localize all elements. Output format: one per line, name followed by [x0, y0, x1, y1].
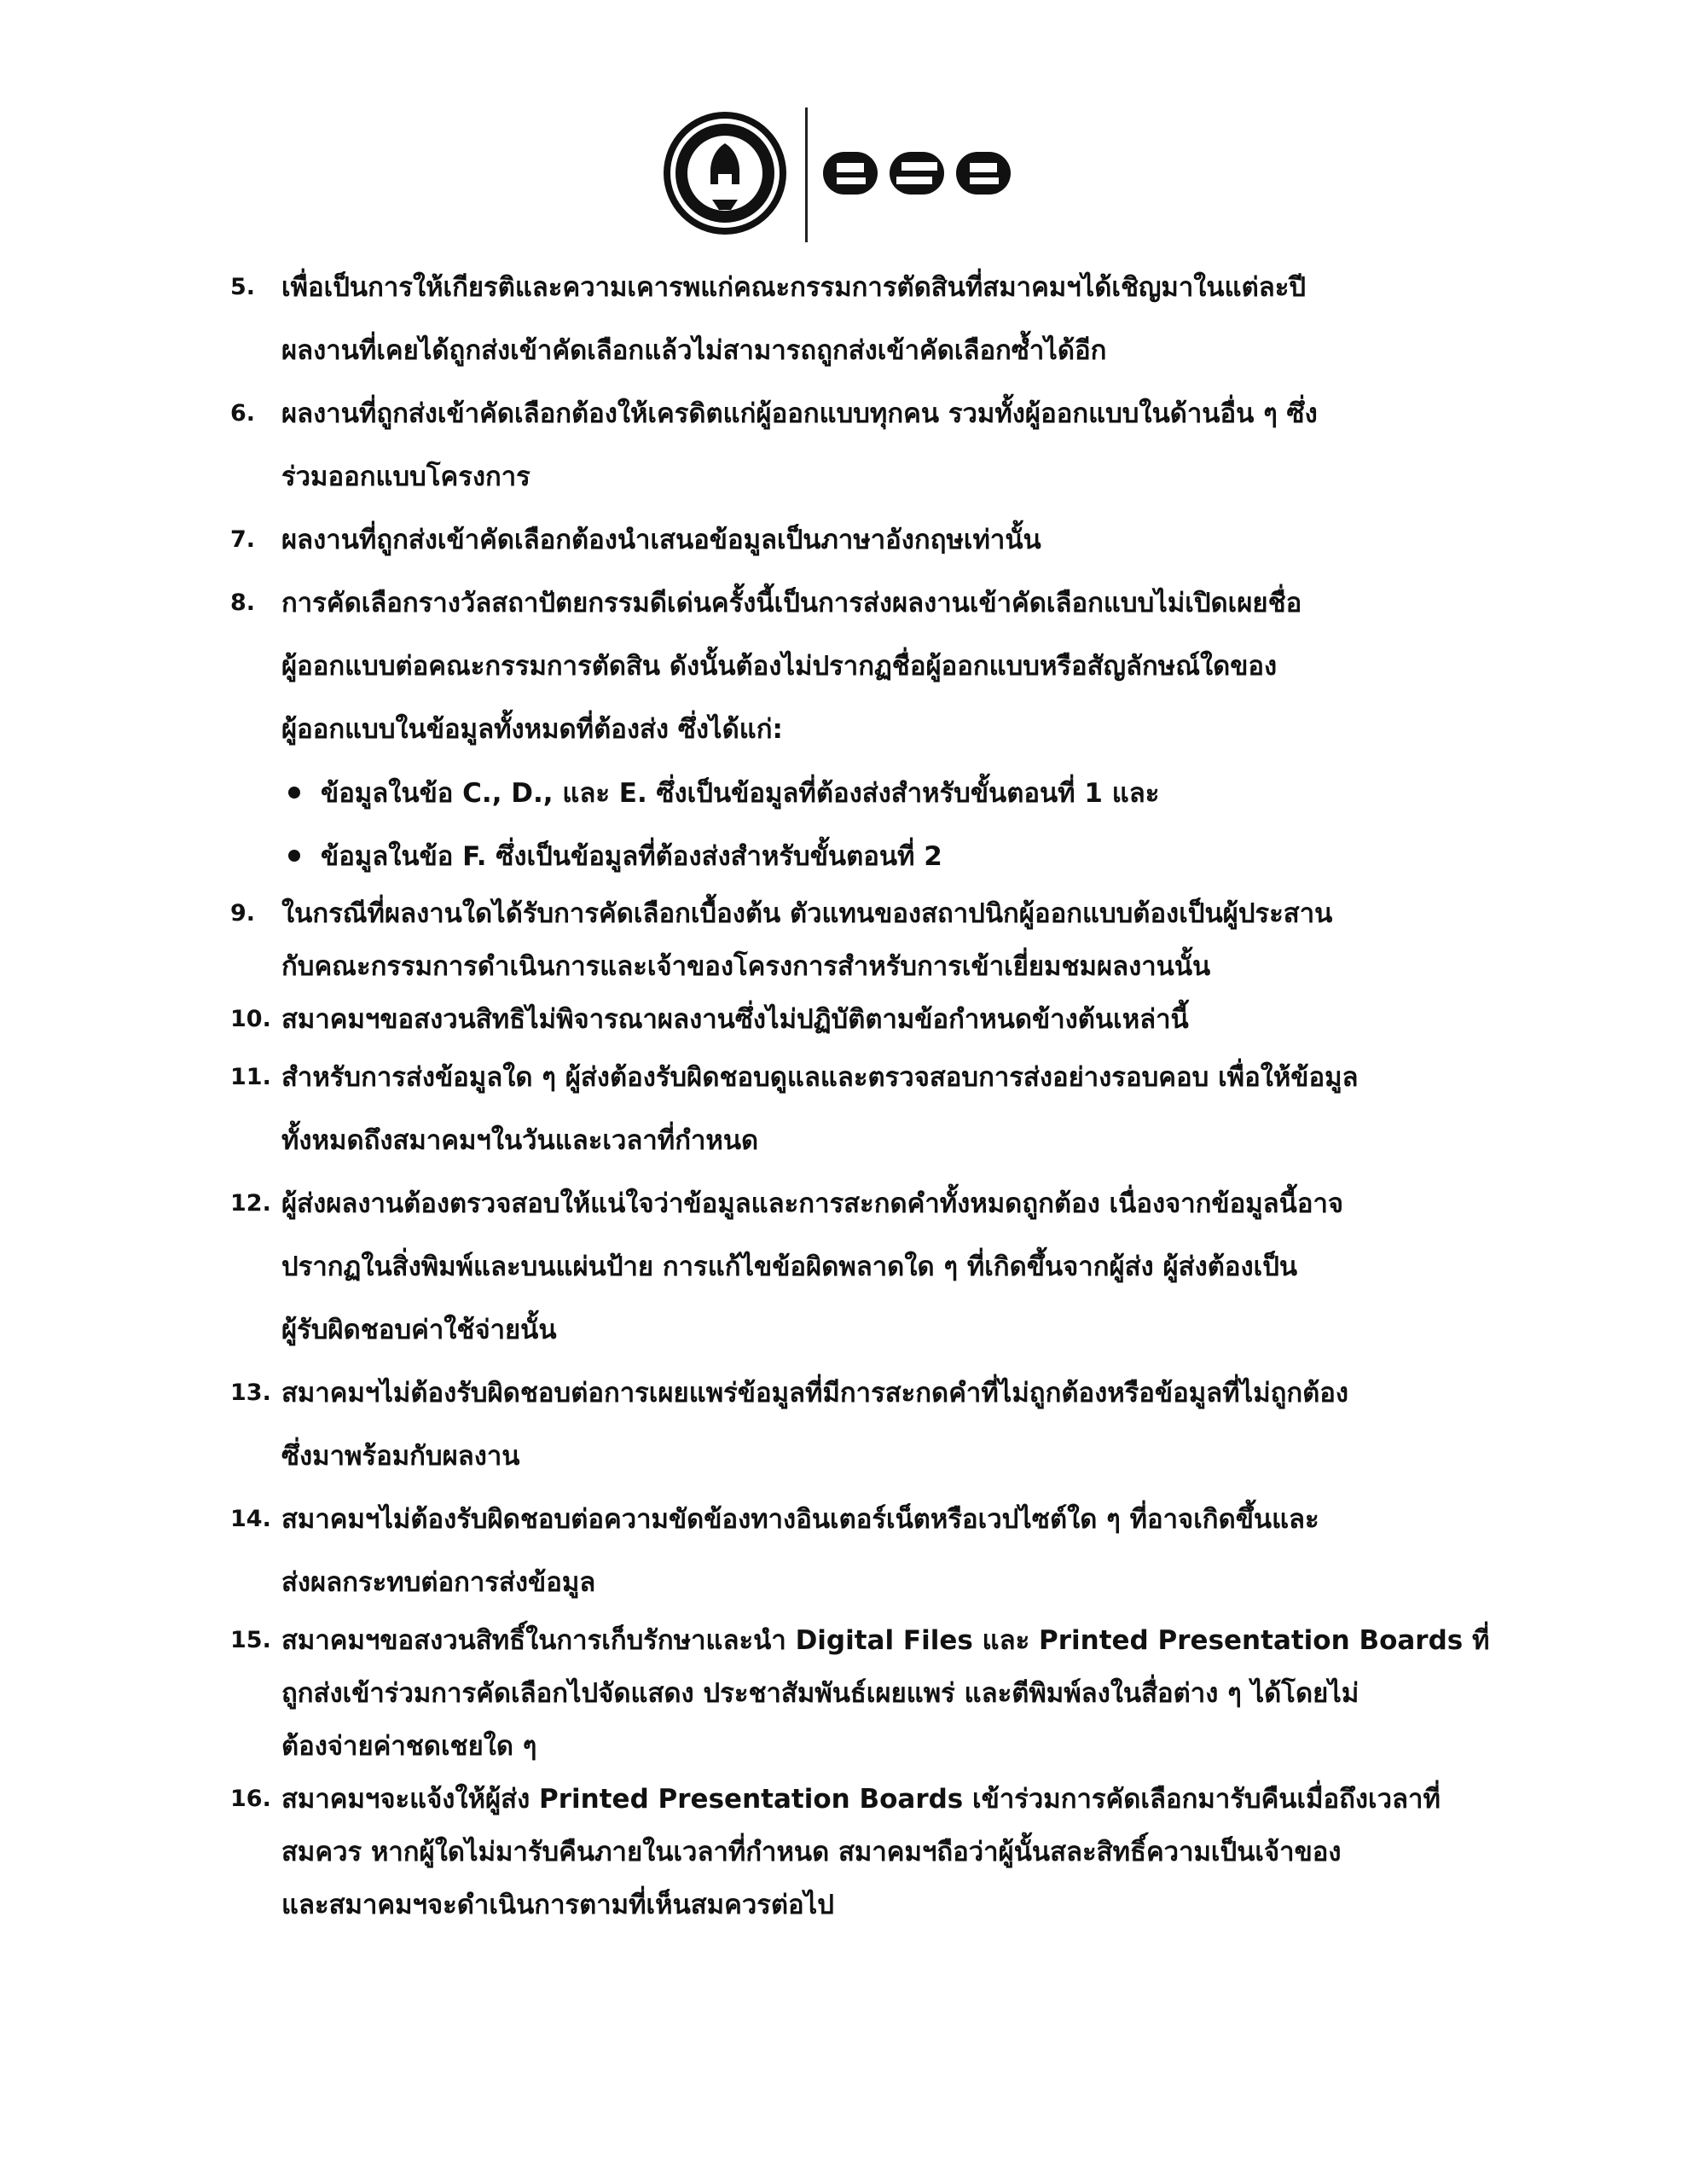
bullet-item	[281, 824, 1493, 887]
bullet-dot-icon	[288, 850, 300, 862]
rule-text-line: ในกรณีที่ผลงานใดได้รับการคัดเลือกเบื้องต้น ตัวแทนของสถาปนิกผู้ออกแบบต้องเป็นผู้ประสาน	[281, 898, 1333, 929]
rule-text	[281, 256, 1493, 382]
header-divider	[805, 107, 808, 242]
rule-text	[281, 1488, 1493, 1614]
rule-text-line: ผู้ออกแบบในข้อมูลทั้งหมดที่ต้องส่ง ซึ่งได้แก่:	[281, 714, 783, 745]
rule-text-line: สมาคมฯขอสงวนสิทธิไม่พิจารณาผลงานซึ่งไม่ปฏิบัติตามข้อกำหนดข้างต้นเหล่านี้	[281, 1004, 1189, 1035]
rule-text	[281, 993, 1493, 1046]
rule-text-line: ถูกส่งเข้าร่วมการคัดเลือกไปจัดแสดง ประชาสัมพันธ์เผยแพร่ และตีพิมพ์ลงในสื่อต่าง ๆ ได้โดยไม่	[281, 1678, 1359, 1709]
rule-text-line: การคัดเลือกรางวัลสถาปัตยกรรมดีเด่นครั้งนี้เป็นการส่งผลงานเข้าคัดเลือกแบบไม่เปิดเผยชื่อ	[281, 588, 1302, 619]
rule-text	[281, 1773, 1493, 1931]
rule-text-line: สมาคมฯจะแจ้งให้ผู้ส่ง Printed Presentation Boards เข้าร่วมการคัดเลือกมารับคืนเมื่อถึงเวลาที่	[281, 1784, 1441, 1815]
rule-number: 8.	[230, 590, 256, 616]
rule-text-line: สมาคมฯขอสงวนสิทธิ์ในการเก็บรักษาและนำ Digital Files และ Printed Presentation Boards ที่	[281, 1625, 1490, 1656]
rule-number: 14.	[230, 1506, 271, 1532]
rule-number: 5.	[230, 274, 256, 300]
rule-text-line: ผู้ส่งผลงานต้องตรวจสอบให้แน่ใจว่าข้อมูลและการสะกดคำทั้งหมดถูกต้อง เนื่องจากข้อมูลนี้อาจ	[281, 1188, 1344, 1219]
rule-item-14	[230, 1488, 1493, 1614]
bullet-text: ข้อมูลในข้อ C., D., และ E. ซึ่งเป็นข้อมูลที่ต้องส่งสำหรับขั้นตอนที่ 1 และ	[321, 778, 1160, 809]
rule-text-line: ซึ่งมาพร้อมกับผลงาน	[281, 1441, 520, 1472]
rule-text-line: ผลงานที่ถูกส่งเข้าคัดเลือกต้องให้เครดิตแก่ผู้ออกแบบทุกคน รวมทั้งผู้ออกแบบในด้านอื่น ๆ ซึ่ง	[281, 398, 1318, 429]
rule-number: 12.	[230, 1190, 271, 1217]
rule-text-line: และสมาคมฯจะดำเนินการตามที่เห็นสมควรต่อไป	[281, 1890, 834, 1920]
rule-item-9	[230, 887, 1493, 993]
rule-number: 7.	[230, 526, 256, 553]
rule-text-line: ส่งผลกระทบต่อการส่งข้อมูล	[281, 1567, 596, 1598]
rule-item-16	[230, 1773, 1493, 1931]
rule-text	[281, 1046, 1493, 1172]
bullet-item	[281, 761, 1493, 824]
rule-text-line: ผลงานที่เคยได้ถูกส่งเข้าคัดเลือกแล้วไม่สามารถถูกส่งเข้าคัดเลือกซ้ำได้อีก	[281, 335, 1107, 366]
rules-list	[230, 256, 1493, 1931]
rule-item-13	[230, 1362, 1493, 1488]
rule-text	[281, 508, 1493, 572]
association-seal-logo	[661, 109, 789, 237]
rule-text-line: สมาคมฯไม่ต้องรับผิดชอบต่อความขัดข้องทางอินเตอร์เน็ตหรือเวปไซต์ใด ๆ ที่อาจเกิดขึ้นและ	[281, 1504, 1319, 1535]
page-header	[0, 101, 1687, 246]
rule-text-line: ปรากฏในสิ่งพิมพ์และบนแผ่นป้าย การแก้ไขข้อผิดพลาดใด ๆ ที่เกิดขึ้นจากผู้ส่ง ผู้ส่งต้องเป็น	[281, 1252, 1298, 1282]
rule-text	[281, 1172, 1493, 1362]
asa-logo	[823, 136, 1019, 210]
rule-text-line: สมาคมฯไม่ต้องรับผิดชอบต่อการเผยแพร่ข้อมูลที่มีการสะกดคำที่ไม่ถูกต้องหรือข้อมูลที่ไม่ถูกต้อง	[281, 1378, 1349, 1409]
rule-item-6	[230, 382, 1493, 508]
rule-text	[281, 1614, 1493, 1773]
rule-text-line: ผู้รับผิดชอบค่าใช้จ่ายนั้น	[281, 1315, 557, 1345]
rule-text	[281, 382, 1493, 508]
rule-text	[281, 572, 1493, 761]
rule-item-12	[230, 1172, 1493, 1362]
rule-item-15	[230, 1614, 1493, 1773]
rule-item-11	[230, 1046, 1493, 1172]
rule-number: 6.	[230, 400, 256, 427]
rule-number: 13.	[230, 1380, 271, 1406]
rule-text	[281, 887, 1493, 993]
rule-item-7	[230, 508, 1493, 572]
rule-number: 11.	[230, 1064, 271, 1090]
rule-number: 9.	[230, 900, 256, 926]
rule-item-8	[230, 572, 1493, 761]
rule-text-line: สำหรับการส่งข้อมูลใด ๆ ผู้ส่งต้องรับผิดชอบดูแลและตรวจสอบการส่งอย่างรอบคอบ เพื่อให้ข้อมูล	[281, 1062, 1359, 1093]
rule-number: 16.	[230, 1786, 271, 1812]
bullet-text: ข้อมูลในข้อ F. ซึ่งเป็นข้อมูลที่ต้องส่งสำหรับขั้นตอนที่ 2	[321, 841, 942, 872]
rule-text-line: ผู้ออกแบบต่อคณะกรรมการตัดสิน ดังนั้นต้องไม่ปรากฏชื่อผู้ออกแบบหรือสัญลักษณ์ใดของ	[281, 651, 1278, 682]
rule-text	[281, 1362, 1493, 1488]
rule-number: 10.	[230, 1006, 271, 1032]
rule-item-5	[230, 256, 1493, 382]
rule-text-line: เพื่อเป็นการให้เกียรติและความเคารพแก่คณะกรรมการตัดสินที่สมาคมฯได้เชิญมาในแต่ละปี	[281, 272, 1307, 303]
rule-text-line: สมควร หากผู้ใดไม่มารับคืนภายในเวลาที่กำหนด สมาคมฯถือว่าผู้นั้นสละสิทธิ์ความเป็นเจ้าของ	[281, 1837, 1342, 1867]
rule-number: 15.	[230, 1627, 271, 1653]
rule-text-line: ร่วมออกแบบโครงการ	[281, 462, 530, 492]
rule-text-line: ผลงานที่ถูกส่งเข้าคัดเลือกต้องนำเสนอข้อมูลเป็นภาษาอังกฤษเท่านั้น	[281, 525, 1041, 555]
rule-8-bullet-list	[281, 761, 1493, 887]
rule-text-line: ต้องจ่ายค่าชดเชยใด ๆ	[281, 1731, 537, 1762]
rule-text-line: กับคณะกรรมการดำเนินการและเจ้าของโครงการสำหรับการเข้าเยี่ยมชมผลงานนั้น	[281, 951, 1211, 982]
rule-item-10	[230, 993, 1493, 1046]
bullet-dot-icon	[288, 787, 300, 799]
rule-text-line: ทั้งหมดถึงสมาคมฯในวันและเวลาที่กำหนด	[281, 1125, 759, 1156]
